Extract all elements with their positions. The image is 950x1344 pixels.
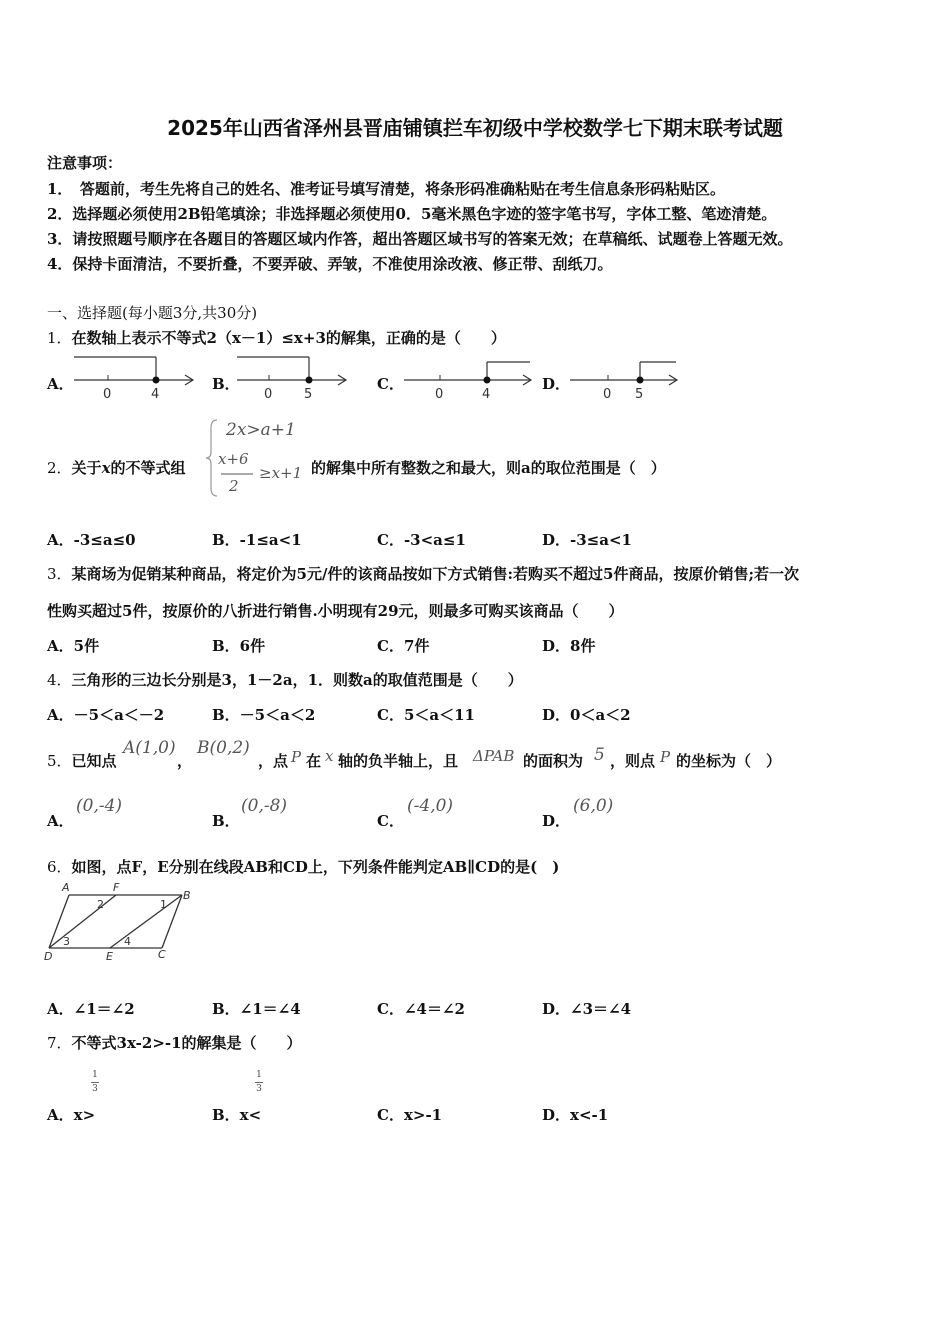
question-1 — [47, 327, 506, 348]
question-text: 轴的负半轴上，且 — [338, 752, 459, 770]
parallelogram-figure — [42, 880, 202, 966]
vertex-label: B — [183, 889, 191, 902]
fraction-one-third — [255, 1071, 263, 1094]
angle-label: 1 — [160, 898, 167, 911]
number-line-d — [566, 352, 686, 402]
option-c-value: (-4,0) — [407, 796, 454, 816]
tick-label: 5 — [304, 387, 313, 402]
question-text: ，点 — [258, 752, 289, 770]
notice-item: 2．选择题必须使用2B铅笔填涂；非选择题必须使用0．5毫米黑色字迹的签字笔书写，字体工整、笔迹清楚。 — [47, 205, 777, 223]
question-number: 5． — [47, 752, 72, 770]
section-heading: 一、选择题(每小题3分,共30分) — [47, 304, 258, 322]
tick-label: 0 — [103, 387, 112, 402]
question-number: 4． — [47, 671, 72, 689]
tick-label: 0 — [435, 387, 444, 402]
vertex-label: F — [113, 881, 120, 894]
option-a: A．x> — [47, 1106, 96, 1124]
vertex-label: A — [62, 881, 70, 894]
option-b-value: (0,-8) — [241, 796, 288, 816]
question-text: ，则点 — [610, 752, 656, 770]
option-d: D．x<-1 — [542, 1106, 609, 1124]
fraction-numerator: 1 — [92, 1070, 98, 1080]
option-d: D．0＜a＜2 — [542, 706, 631, 724]
question-text: 已知点 — [71, 752, 117, 770]
area-value: 5 — [594, 745, 605, 765]
number-line-a — [70, 352, 200, 402]
number-line-c — [400, 352, 540, 402]
tick-label: 5 — [635, 387, 644, 402]
option-label: D． — [542, 812, 571, 830]
option-c: C．x>-1 — [377, 1106, 443, 1124]
question-text: 的坐标为（ ） — [676, 752, 782, 770]
question-text: 在 — [306, 752, 322, 770]
point-b: B(0,2) — [197, 738, 250, 758]
tick-label: 0 — [264, 387, 273, 402]
angle-label: 2 — [97, 898, 104, 911]
question-5-prefix — [47, 750, 117, 771]
question-number: 3． — [47, 565, 72, 583]
option-label: D． — [542, 375, 571, 393]
inequality: ≥x+1 — [259, 464, 303, 482]
fraction-numerator: 1 — [256, 1070, 262, 1080]
option-b: B．x< — [212, 1106, 262, 1124]
option-b: B．-1≤a<1 — [212, 531, 302, 549]
option-a: A．－5＜a＜－2 — [47, 706, 165, 724]
question-text: ， — [177, 752, 193, 770]
option-a-value: (0,-4) — [76, 796, 123, 816]
vertex-label: C — [158, 948, 166, 961]
variable: x — [101, 459, 111, 477]
question-text: 在数轴上表示不等式2（x－1）≤x+3的解集，正确的是（ ） — [71, 329, 506, 347]
question-number: 7． — [47, 1034, 72, 1052]
question-text: 不等式3x-2>-1的解集是（ ） — [71, 1034, 302, 1052]
option-label: B． — [212, 812, 240, 830]
option-c: C．∠4＝∠2 — [377, 1000, 465, 1018]
option-label: A． — [47, 375, 74, 393]
question-text: 性购买超过5件，按原价的八折进行销售.小明现有29元，则最多可购买该商品（ ） — [47, 602, 624, 620]
tick-label: 4 — [482, 387, 491, 402]
question-text: 如图，点F，E分别在线段AB和CD上，下列条件能判定AB∥CD的是( ) — [71, 858, 560, 876]
system-line-1: 2x>a+1 — [226, 420, 296, 440]
notice-item: 3．请按照题号顺序在各题目的答题区域内作答，超出答题区域书写的答案无效；在草稿纸、试题卷上答题无效。 — [47, 230, 793, 248]
option-c: C．5＜a＜11 — [377, 706, 475, 724]
option-d: D．-3≤a<1 — [542, 531, 632, 549]
vertex-label: D — [44, 950, 53, 963]
page-title: 2025年山西省泽州县晋庙铺镇拦车初级中学校数学七下期末联考试题 — [167, 116, 783, 140]
axis-x: x — [325, 747, 334, 765]
vertex-label: E — [106, 950, 113, 963]
tick-label: 4 — [151, 387, 160, 402]
option-b: B．－5＜a＜2 — [212, 706, 316, 724]
notice-item: 4．保持卡面清洁，不要折叠，不要弄破、弄皱，不准使用涂改液、修正带、刮纸刀。 — [47, 255, 613, 273]
question-text: 关于 — [71, 459, 102, 477]
question-number: 2． — [47, 459, 72, 477]
question-number: 6． — [47, 858, 72, 876]
question-text: 的面积为 — [523, 752, 584, 770]
fraction-numerator: x+6 — [218, 450, 249, 468]
option-d: D．8件 — [542, 637, 596, 655]
question-text: 的解集中所有整数之和最大，则a的取位范围是（ ） — [311, 459, 666, 477]
option-a: A．-3≤a≤0 — [47, 531, 136, 549]
option-a: A．5件 — [47, 637, 100, 655]
point-a: A(1,0) — [123, 738, 176, 758]
triangle-pab: ΔPAB — [473, 747, 515, 765]
option-c: C．7件 — [377, 637, 430, 655]
option-a: A．∠1＝∠2 — [47, 1000, 135, 1018]
fraction-denominator: 3 — [92, 1084, 98, 1094]
question-7 — [47, 1032, 302, 1053]
option-c: C．-3<a≤1 — [377, 531, 466, 549]
option-b: B．6件 — [212, 637, 266, 655]
notice-heading: 注意事项： — [47, 154, 123, 172]
option-label: A． — [47, 812, 74, 830]
angle-label: 4 — [124, 935, 131, 948]
angle-label: 3 — [63, 935, 70, 948]
question-4 — [47, 669, 523, 690]
option-label: C． — [377, 812, 404, 830]
question-text: 某商场为促销某种商品，将定价为5元/件的该商品按如下方式销售:若购买不超过5件商品，按原价销售;若一次 — [71, 565, 799, 583]
fraction-one-third — [91, 1071, 99, 1094]
option-b: B．∠1＝∠4 — [212, 1000, 301, 1018]
fraction-denominator: 3 — [256, 1084, 262, 1094]
question-3 — [47, 563, 799, 584]
notice-item: 1． 答题前，考生先将自己的姓名、准考证号填写清楚，将条形码准确粘贴在考生信息条形码粘贴区。 — [47, 180, 725, 198]
question-number: 1． — [47, 329, 72, 347]
option-label: C． — [377, 375, 404, 393]
tick-label: 0 — [603, 387, 612, 402]
point-p: P — [291, 748, 302, 766]
option-d: D．∠3＝∠4 — [542, 1000, 632, 1018]
option-label: B． — [212, 375, 240, 393]
question-text: 的不等式组 — [110, 459, 186, 477]
question-text: 三角形的三边长分别是3，1－2a，1．则数a的取值范围是（ ） — [71, 671, 523, 689]
option-d-value: (6,0) — [573, 796, 614, 816]
number-line-b — [233, 352, 363, 402]
point-p: P — [660, 748, 671, 766]
question-6 — [47, 856, 559, 877]
fraction-denominator: 2 — [229, 477, 239, 495]
question-2 — [47, 457, 186, 478]
